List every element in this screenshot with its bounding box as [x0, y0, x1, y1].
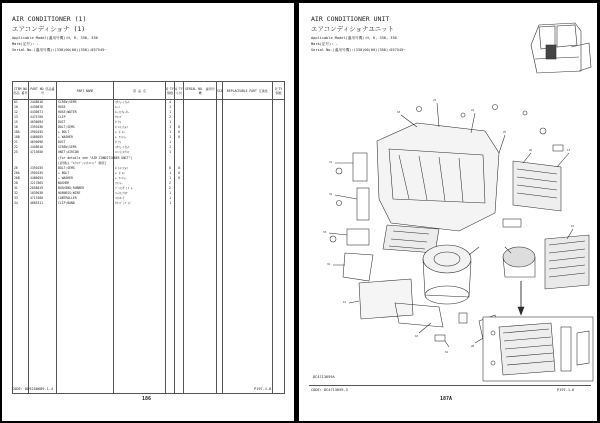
applicable-model: Applicable Model(適用号機):H, K, 330, 350	[311, 36, 397, 40]
cell-qty: 1	[166, 201, 175, 206]
svg-text:10: 10	[415, 335, 419, 338]
cell-part-name: WASHER	[57, 181, 114, 186]
cell-jp-name: ｸﾘｯﾌﾟ;ﾊﾞﾝﾄﾞ	[114, 201, 166, 206]
cell-part-no: 4713360	[29, 196, 57, 201]
cell-part-name: + BOLT	[57, 171, 114, 176]
figure-code: DC4713659A	[313, 375, 335, 379]
cell-qty-sub: 0	[175, 171, 184, 176]
cell-item-no: 22	[13, 145, 29, 150]
header-part-no: PART NO 部品番号	[29, 82, 57, 100]
cell-qty-sub	[175, 388, 184, 394]
cell-part-name: BOLT;SEMS	[57, 166, 114, 171]
cell-qty: 2	[166, 186, 175, 191]
cell-part-no: 4486055	[29, 176, 57, 181]
cell-part-no: 4065311	[29, 201, 57, 206]
cell-serial	[184, 388, 217, 394]
cell-part-name: BOLT;SEMS	[57, 125, 114, 130]
header-serial: SERIAL NO. 適用号機	[184, 82, 217, 100]
cell-jp-name: ﾀﾞｸﾄ	[114, 140, 166, 145]
parts-table	[12, 81, 285, 394]
cell-part-name: + WASHER	[57, 135, 114, 140]
cell-jp-name: ﾎﾞﾙﾄ;ｾﾑｽ	[114, 125, 166, 130]
cell-item-no: 26A	[13, 171, 29, 176]
cell-item-no: 18B	[13, 135, 29, 140]
cell-qty: 1	[166, 176, 175, 181]
cell-part-name: BUSHING;RUBBER	[57, 186, 114, 191]
cell-part-no: J391035	[29, 166, 57, 171]
cell-qty	[166, 388, 175, 394]
cell-qty: 1	[166, 125, 175, 130]
cell-qty: 6	[166, 166, 175, 171]
cell-part-name: HOSE;WATER	[57, 110, 114, 115]
cell-jp-name	[114, 388, 166, 394]
page-ref: P197-1-6	[254, 387, 272, 391]
cell-part-no: J448616	[29, 145, 57, 150]
page-ref: P197-1-6	[557, 388, 575, 392]
svg-text:33: 33	[323, 231, 327, 234]
doc-code: CODE: DC4713659-3	[311, 388, 348, 392]
cell-part-name: UNIT;AIRCON	[57, 150, 114, 155]
cell-qty-sub: 0	[175, 166, 184, 171]
cell-part-name: SCREW;SEMS	[57, 145, 114, 150]
cell-part-no: J448616	[29, 100, 57, 106]
cell-jp-name: + ﾜｯｼｬｰ	[114, 135, 166, 140]
header-qty: Q'TY 個数	[166, 82, 175, 100]
cell-qty-sub: 0	[175, 176, 184, 181]
cell-jp-name: ﾎｰｽ	[114, 105, 166, 110]
cell-item-no: 01	[13, 100, 29, 106]
header-part-name: PART NAME	[57, 82, 114, 100]
svg-text:21: 21	[433, 99, 437, 102]
header-jp-name: 部 品 名	[114, 82, 166, 100]
cell-part-no: 4713650	[29, 150, 57, 155]
cell-part-name: HOSE	[57, 105, 114, 110]
cell-qty: 1	[166, 105, 175, 110]
cell-qty: 1	[166, 120, 175, 125]
cell-item-no: 13	[13, 115, 29, 120]
cell-item-no: 25	[13, 150, 29, 155]
cell-part-name	[57, 388, 114, 394]
cell-jp-name: ﾜｯｼｬｰ	[114, 181, 166, 186]
cell-jp-name: ｽｸﾘｭｰ;ｾﾑｽ	[114, 100, 166, 106]
cell-part-name: CONTROLLER	[57, 196, 114, 201]
svg-text:26: 26	[529, 149, 533, 152]
svg-text:15: 15	[571, 225, 575, 228]
cell-jp-name: ﾌﾞｯｼﾝｸﾞ;ｺﾞﾑ	[114, 186, 166, 191]
cell-part-no: J217865	[29, 181, 57, 186]
cell-item-no: 32	[13, 191, 29, 196]
cell-qty: 1	[166, 196, 175, 201]
cell-item-no: 31	[13, 186, 29, 191]
exploded-diagram	[299, 3, 597, 421]
header-item-no: ITEM NO 部品 番号	[13, 82, 29, 100]
table-header	[13, 82, 285, 100]
cell-part-no: 4636094	[29, 120, 57, 125]
cell-part-name: + WASHER	[57, 176, 114, 181]
svg-text:22: 22	[471, 109, 475, 112]
cell-jp-name: ﾊｰﾈｽ;ﾜｲﾔ	[114, 191, 166, 196]
right-page	[299, 3, 597, 421]
cell-jp-name: ｺﾝﾄﾛｰﾗ	[114, 196, 166, 201]
header-rep-qty: Q'TY 個数	[273, 82, 285, 100]
applicable-model: Applicable Model(適用号機):H, K, 330, 350	[12, 36, 98, 40]
header-sca: SCA	[217, 82, 223, 100]
cell-qty: 1	[166, 140, 175, 145]
cell-jp-name: ﾕﾆｯﾄ;ｴｱｺﾝ	[114, 150, 166, 155]
cell-qty: 1	[166, 135, 175, 140]
mark: Mark(記号): -	[311, 42, 338, 46]
cell-part-no: J901035	[29, 171, 57, 176]
cell-part-no: 2058819	[29, 186, 57, 191]
header-replaceable: REPLACEABLE PART 互換性	[223, 82, 273, 100]
cell-rep-qty	[273, 388, 285, 394]
page-title-en: AIR CONDITIONER (1)	[12, 15, 87, 23]
svg-text:28: 28	[471, 345, 475, 348]
cell-qty-sub: 0	[175, 130, 184, 135]
cell-qty: 1	[166, 171, 175, 176]
doc-code: CODE: DD9250689-1-4	[12, 387, 54, 391]
cell-jp-name: + ﾎﾞﾙﾄ	[114, 171, 166, 176]
cell-part-name: DUCT	[57, 140, 114, 145]
left-page	[2, 3, 294, 421]
svg-text:12: 12	[343, 301, 347, 304]
cell-jp-name: ｸﾘｯﾌﾟ	[114, 115, 166, 120]
table-row	[13, 388, 285, 394]
serial-number: Serial No.(適用号機):(330)00(00)(350):057545~	[12, 48, 107, 52]
cell-qty: 1	[166, 130, 175, 135]
page-title-jp: エアコンディショナユニット	[311, 25, 395, 33]
serial-number: Serial No.(適用号機):(330)00(00)(350):057545~	[311, 48, 406, 52]
header-qty-sub: Q'TY 小計	[175, 82, 184, 100]
cell-qty: 2	[166, 145, 175, 150]
cell-part-no: 4430876	[29, 105, 57, 110]
cell-part-name: CLIP	[57, 115, 114, 120]
cell-part-name: HARNESS;WIRE	[57, 191, 114, 196]
cell-item-no: 26B	[13, 176, 29, 181]
svg-text:01: 01	[445, 351, 449, 354]
cell-part-no: 4636096	[29, 140, 57, 145]
cell-qty: 2	[166, 115, 175, 120]
page-title-en: AIR CONDITIONER UNIT	[311, 15, 390, 23]
cell-part-no: 4475760	[29, 115, 57, 120]
cell-qty-sub: 0	[175, 125, 184, 130]
cell-jp-name: ｽｸﾘｭｰ;ｾﾑｽ	[114, 145, 166, 150]
cell-item-no: 34	[13, 201, 29, 206]
cell-qty: 1	[166, 191, 175, 196]
cell-part-no: J901035	[29, 130, 57, 135]
cell-part-no: 1039630	[29, 191, 57, 196]
cell-part-name: (詳細は "ｴｱｺﾝﾃﾞｨｼｮﾅﾕﾆｯﾄ" 参照)	[57, 161, 114, 166]
svg-text:13: 13	[567, 149, 571, 152]
cell-item-no: 12	[13, 110, 29, 115]
cell-qty: 1	[166, 150, 175, 155]
cell-qty: 4	[166, 100, 175, 106]
cell-item-no: 18	[13, 125, 29, 130]
cell-item-no: 28	[13, 181, 29, 186]
cell-part-no: J391036	[29, 125, 57, 130]
cell-item-no: 15	[13, 120, 29, 125]
cell-jp-name: ﾎﾞﾙﾄ;ｾﾑｽ	[114, 166, 166, 171]
svg-text:25: 25	[503, 131, 507, 134]
cell-part-no: 4430871	[29, 110, 57, 115]
cell-item-no: 18A	[13, 130, 29, 135]
cell-part-name: CLIP;BAND	[57, 201, 114, 206]
svg-text:31: 31	[329, 161, 333, 164]
cell-jp-name: ﾀﾞｸﾄ	[114, 120, 166, 125]
cell-jp-name: + ﾜｯｼｬｰ	[114, 176, 166, 181]
svg-text:32: 32	[329, 193, 333, 196]
cell-qty: 1	[166, 110, 175, 115]
cell-qty: 2	[166, 181, 175, 186]
page-number: 186	[142, 396, 152, 402]
cell-part-name: + BOLT	[57, 130, 114, 135]
cell-jp-name: ﾎｰｽ;ｳｫｰﾀｰ	[114, 110, 166, 115]
cell-qty-sub: 0	[175, 135, 184, 140]
page-title-jp: エアコンディショナ (1)	[12, 25, 86, 33]
cell-item-no: 21	[13, 140, 29, 145]
svg-text:34: 34	[327, 263, 331, 266]
mark: Mark(記号): -	[12, 42, 39, 46]
cell-part-name: DUCT	[57, 120, 114, 125]
page-number: 187A	[440, 396, 453, 402]
cell-item-no: 10	[13, 105, 29, 110]
cell-jp-name: + ﾎﾞﾙﾄ	[114, 130, 166, 135]
cell-item-no: 33	[13, 196, 29, 201]
cell-part-name: (For details see "AIR CONDITIONER UNIT")	[58, 155, 133, 160]
cell-part-name: SCREW;SEMS	[57, 100, 114, 106]
svg-text:18: 18	[397, 111, 401, 114]
cell-item-no: 26	[13, 166, 29, 171]
cell-part-no: 4486055	[29, 135, 57, 140]
